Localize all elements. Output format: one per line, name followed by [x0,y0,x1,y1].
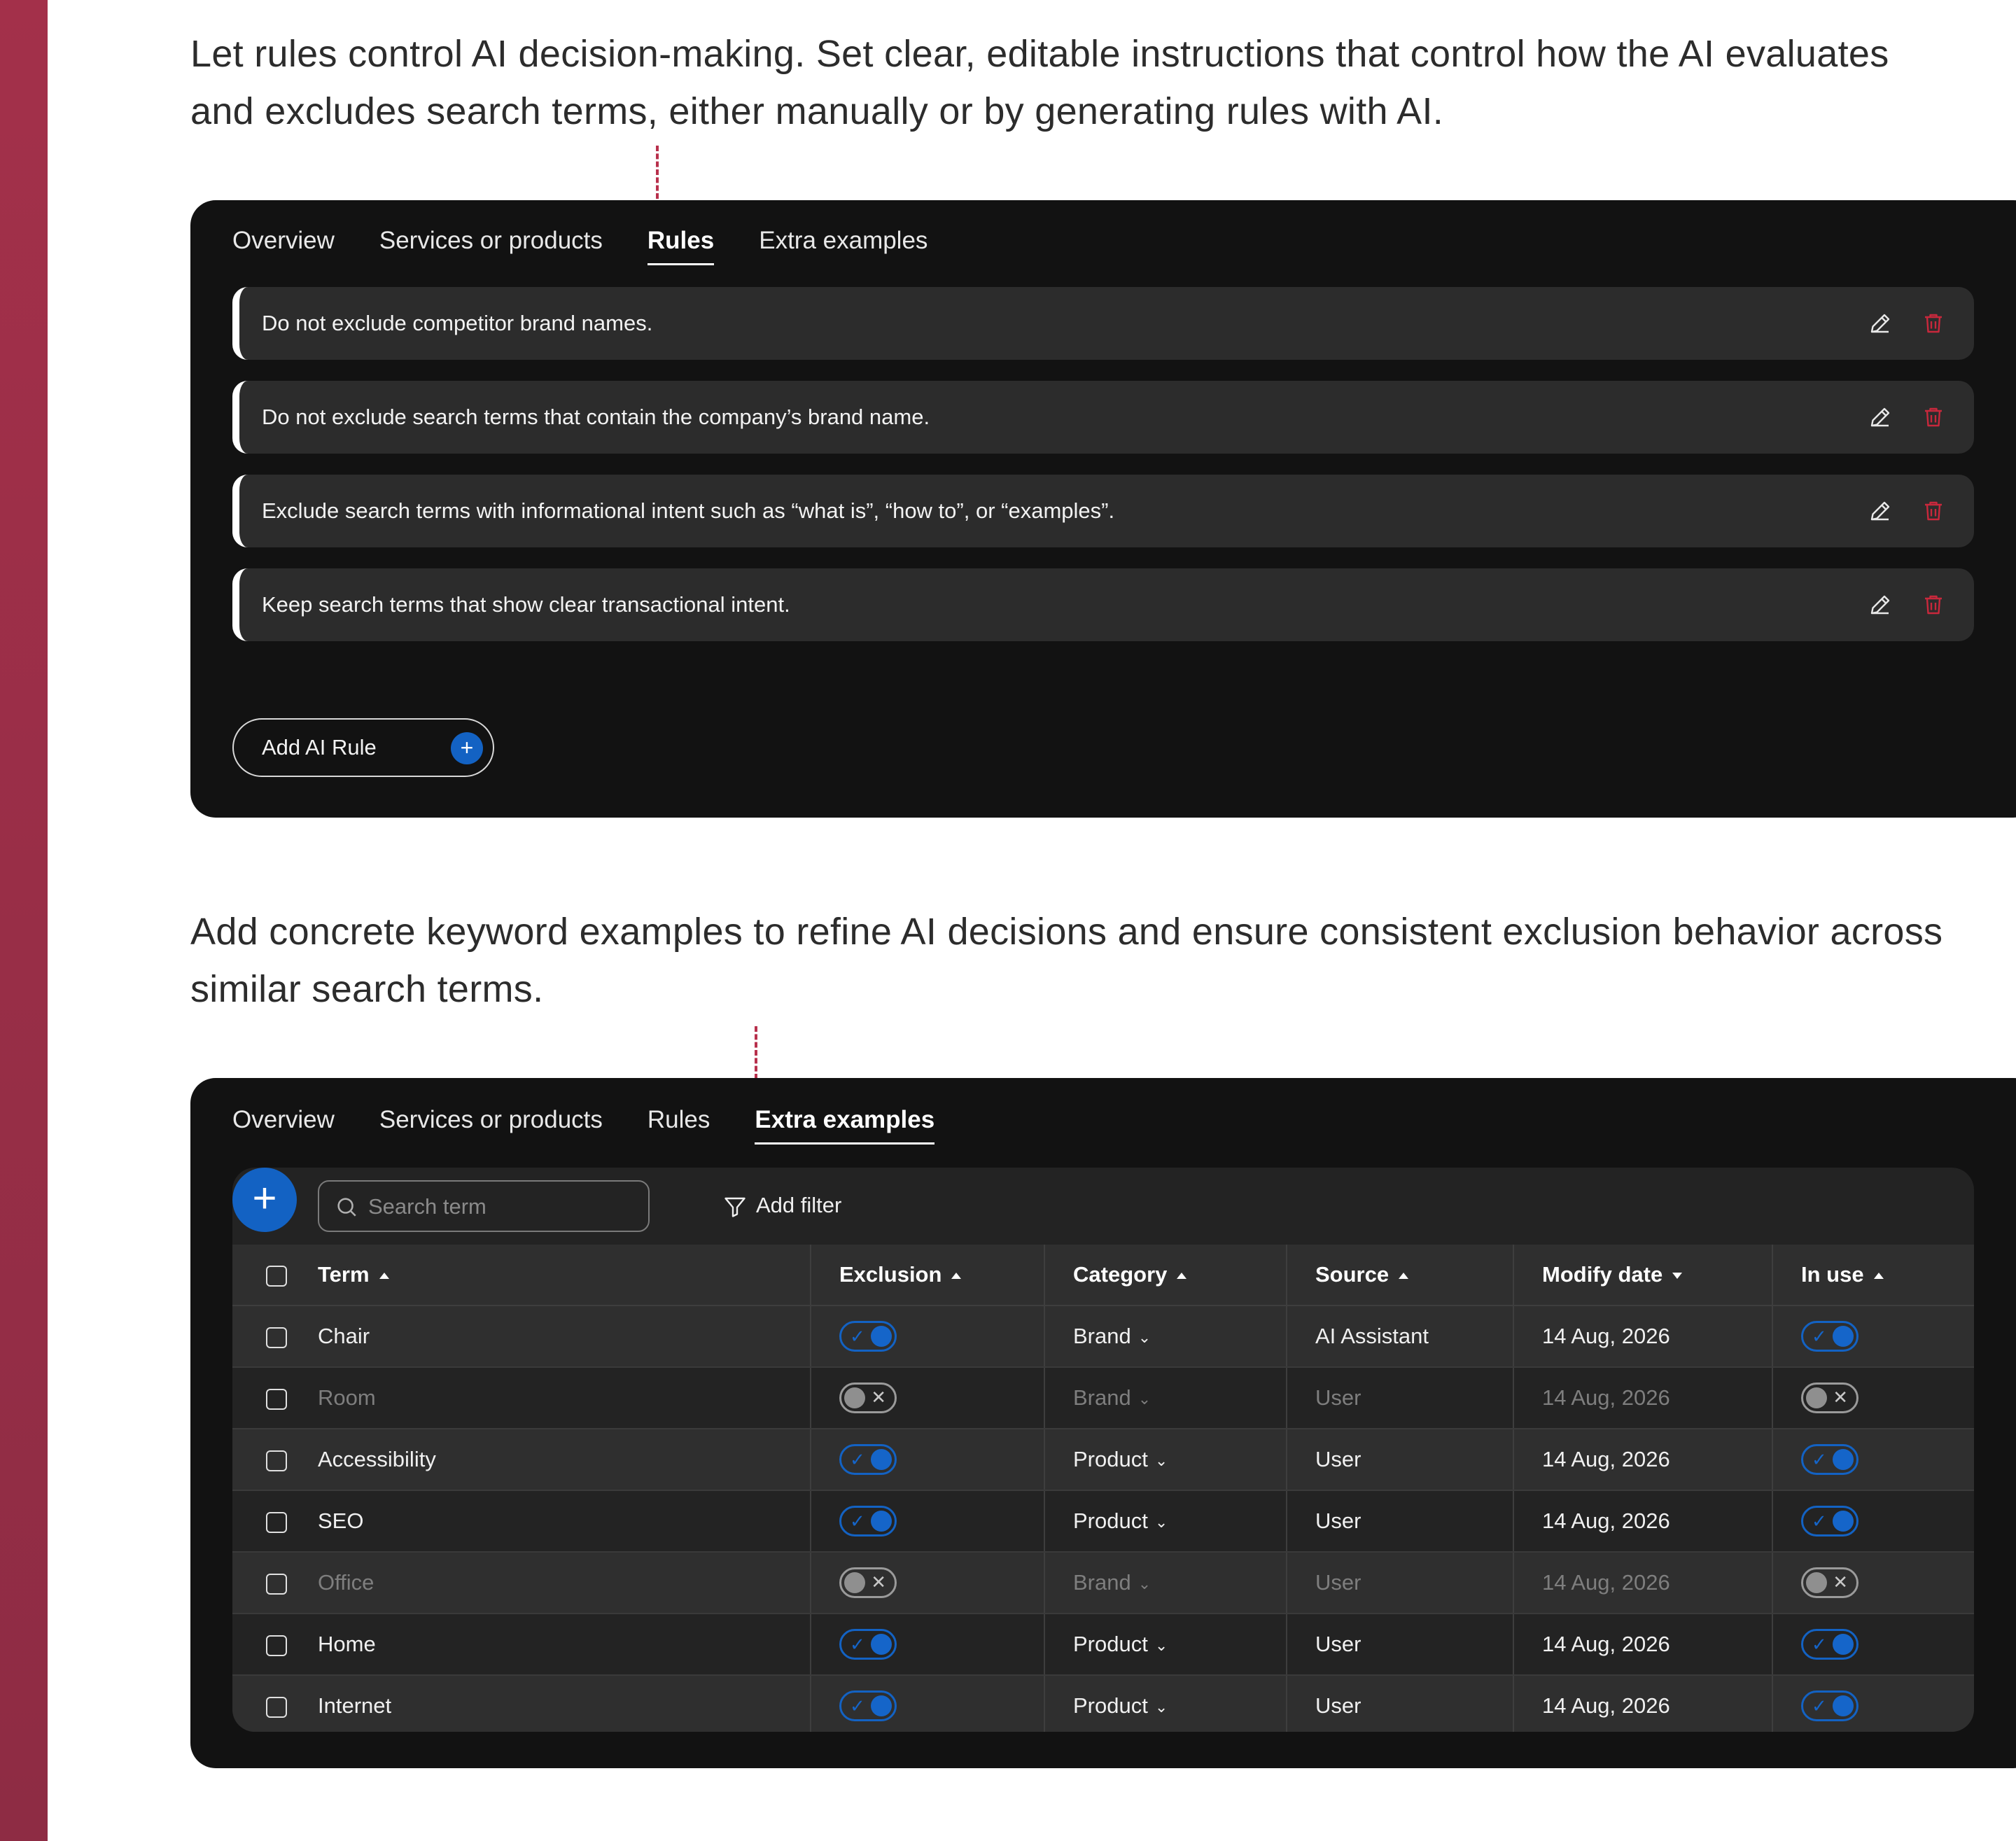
row-select-cell [232,1675,318,1732]
extra-examples-panel [190,1078,2016,1768]
category-value: Brand [1073,1570,1131,1595]
in-use-cell [1772,1552,1974,1614]
rules-intro-text: Let rules control AI decision-making. Set clear, editable instructions that control how the AI evaluates and excludes search terms, either manually or by generating rules with AI. [190,33,1889,132]
exclusion-cell [811,1675,1044,1732]
in-use-cell [1772,1306,1974,1367]
row-checkbox[interactable] [266,1389,287,1410]
source-cell: User [1287,1614,1513,1675]
rule-text: Do not exclude search terms that contain the company’s brand name. [262,405,930,429]
row-select-cell [232,1490,318,1552]
add-ai-rule-button[interactable] [232,718,494,777]
row-select-cell [232,1429,318,1490]
category-value: Product [1073,1508,1148,1533]
row-checkbox[interactable] [266,1512,287,1533]
exclusion-toggle[interactable]: ✓ [839,1444,897,1475]
category-value: Brand [1073,1385,1131,1410]
source-cell: AI Assistant [1287,1306,1513,1367]
rule-card [232,475,1974,547]
trash-icon[interactable] [1921,405,1946,430]
row-checkbox[interactable] [266,1697,287,1718]
modify-date-cell: 14 Aug, 2026 [1513,1367,1772,1429]
exclusion-toggle[interactable]: ✓ [839,1506,897,1536]
exclusion-toggle[interactable]: ✕ [839,1382,897,1413]
in-use-cell [1772,1614,1974,1675]
term-cell: Office [318,1552,811,1614]
term-cell: SEO [318,1490,811,1552]
pencil-icon[interactable] [1868,592,1893,617]
pencil-icon[interactable] [1868,311,1893,336]
add-example-button[interactable]: + [232,1168,297,1232]
in-use-cell [1772,1490,1974,1552]
in-use-toggle[interactable]: ✕ [1801,1382,1858,1413]
chevron-down-icon: ⌄ [1138,1390,1152,1408]
exclusion-cell [811,1614,1044,1675]
term-cell: Home [318,1614,811,1675]
source-cell: User [1287,1675,1513,1732]
column-header-exclusion[interactable]: Exclusion [811,1245,1044,1306]
sort-desc-icon [1672,1273,1682,1279]
category-dropdown[interactable] [1044,1490,1287,1552]
chevron-down-icon: ⌄ [1154,1451,1168,1469]
examples-panel-tabs [232,1106,934,1144]
term-cell: Internet [318,1675,811,1732]
row-select-cell [232,1614,318,1675]
exclusion-toggle[interactable]: ✓ [839,1629,897,1660]
chevron-down-icon: ⌄ [1154,1636,1168,1654]
rule-text: Exclude search terms with informational intent such as “what is”, “how to”, or “examples”. [262,498,1115,523]
sort-asc-icon [1177,1273,1186,1279]
chevron-down-icon: ⌄ [1154,1698,1168,1716]
modify-date-cell: 14 Aug, 2026 [1513,1614,1772,1675]
examples-table [232,1245,1974,1732]
side-accent-bar [0,0,48,1841]
category-dropdown[interactable] [1044,1552,1287,1614]
examples-table-body [232,1306,1974,1732]
column-header-category[interactable]: Category [1044,1245,1287,1306]
rules-panel [190,200,2016,818]
tab-rules[interactable]: Rules [647,1106,710,1133]
exclusion-toggle[interactable]: ✓ [839,1690,897,1721]
search-box [318,1180,650,1232]
select-all-checkbox[interactable] [266,1266,287,1287]
tab-extra-examples[interactable]: Extra examples [755,1106,934,1144]
search-icon [335,1195,358,1219]
trash-icon[interactable] [1921,311,1946,336]
term-cell: Chair [318,1306,811,1367]
search-input[interactable] [367,1182,636,1232]
category-value: Brand [1073,1324,1131,1348]
category-value: Product [1073,1632,1148,1656]
rule-card [232,568,1974,641]
in-use-cell [1772,1429,1974,1490]
row-select-cell [232,1306,318,1367]
source-cell: User [1287,1429,1513,1490]
tab-services-or-products[interactable]: Services or products [379,227,603,254]
rule-text: Keep search terms that show clear transactional intent. [262,592,790,617]
trash-icon[interactable] [1921,498,1946,524]
rule-card [232,287,1974,360]
category-value: Product [1073,1693,1148,1718]
header-select-cell [232,1245,318,1306]
table-row [232,1490,1974,1552]
source-cell: User [1287,1367,1513,1429]
in-use-toggle[interactable]: ✕ [1801,1567,1858,1598]
category-dropdown[interactable] [1044,1306,1287,1367]
category-dropdown[interactable] [1044,1429,1287,1490]
chevron-down-icon: ⌄ [1138,1574,1152,1592]
table-row [232,1429,1974,1490]
tab-extra-examples[interactable]: Extra examples [759,227,928,254]
in-use-toggle[interactable]: ✓ [1801,1506,1858,1536]
exclusion-toggle[interactable]: ✕ [839,1567,897,1598]
modify-date-cell: 14 Aug, 2026 [1513,1552,1772,1614]
table-row [232,1552,1974,1614]
category-dropdown[interactable] [1044,1614,1287,1675]
in-use-cell [1772,1367,1974,1429]
term-cell: Room [318,1367,811,1429]
modify-date-cell: 14 Aug, 2026 [1513,1675,1772,1732]
exclusion-cell [811,1429,1044,1490]
column-header-source[interactable]: Source [1287,1245,1513,1306]
tab-rules[interactable]: Rules [648,227,714,265]
exclusion-cell [811,1552,1044,1614]
filter-icon [722,1194,748,1219]
pencil-icon[interactable] [1868,498,1893,524]
table-header-row [232,1245,1974,1306]
row-select-cell [232,1367,318,1429]
in-use-toggle[interactable]: ✓ [1801,1321,1858,1352]
modify-date-cell: 14 Aug, 2026 [1513,1490,1772,1552]
table-row [232,1306,1974,1367]
pencil-icon[interactable] [1868,405,1893,430]
examples-intro-text: Add concrete keyword examples to refine AI decisions and ensure consistent exclusion behavior across similar search terms. [190,911,1943,1010]
category-dropdown[interactable] [1044,1367,1287,1429]
row-select-cell [232,1552,318,1614]
add-ai-rule-label: Add AI Rule [262,735,377,760]
table-row [232,1367,1974,1429]
row-checkbox[interactable] [266,1327,287,1348]
row-checkbox[interactable] [266,1635,287,1656]
rule-card [232,381,1974,454]
sort-asc-icon [1399,1273,1408,1279]
plus-icon: + [451,732,483,764]
row-checkbox[interactable] [266,1450,287,1471]
term-cell: Accessibility [318,1429,811,1490]
modify-date-cell: 14 Aug, 2026 [1513,1429,1772,1490]
in-use-toggle[interactable]: ✓ [1801,1629,1858,1660]
exclusion-toggle[interactable]: ✓ [839,1321,897,1352]
in-use-cell [1772,1675,1974,1732]
category-dropdown[interactable] [1044,1675,1287,1732]
chevron-down-icon: ⌄ [1154,1513,1168,1531]
add-filter-label: Add filter [756,1193,842,1217]
sort-asc-icon [1874,1273,1884,1279]
modify-date-cell: 14 Aug, 2026 [1513,1306,1772,1367]
sort-asc-icon [379,1273,389,1279]
examples-table-area [232,1168,1974,1732]
tab-overview[interactable]: Overview [232,227,335,254]
row-checkbox[interactable] [266,1574,287,1595]
tab-services-or-products[interactable]: Services or products [379,1106,603,1133]
exclusion-cell [811,1490,1044,1552]
exclusion-cell [811,1306,1044,1367]
in-use-toggle[interactable]: ✓ [1801,1444,1858,1475]
trash-icon[interactable] [1921,592,1946,617]
source-cell: User [1287,1490,1513,1552]
table-row [232,1614,1974,1675]
table-row [232,1675,1974,1732]
in-use-toggle[interactable]: ✓ [1801,1690,1858,1721]
tab-overview[interactable]: Overview [232,1106,335,1133]
category-value: Product [1073,1447,1148,1471]
chevron-down-icon: ⌄ [1138,1328,1152,1346]
rule-text: Do not exclude competitor brand names. [262,311,653,335]
exclusion-cell [811,1367,1044,1429]
sort-asc-icon [951,1273,961,1279]
column-header-modify-date[interactable]: Modify date [1513,1245,1772,1306]
source-cell: User [1287,1552,1513,1614]
column-header-in-use[interactable]: In use [1772,1245,1974,1306]
column-header-term[interactable]: Term [318,1245,811,1306]
rules-panel-tabs [232,227,927,265]
